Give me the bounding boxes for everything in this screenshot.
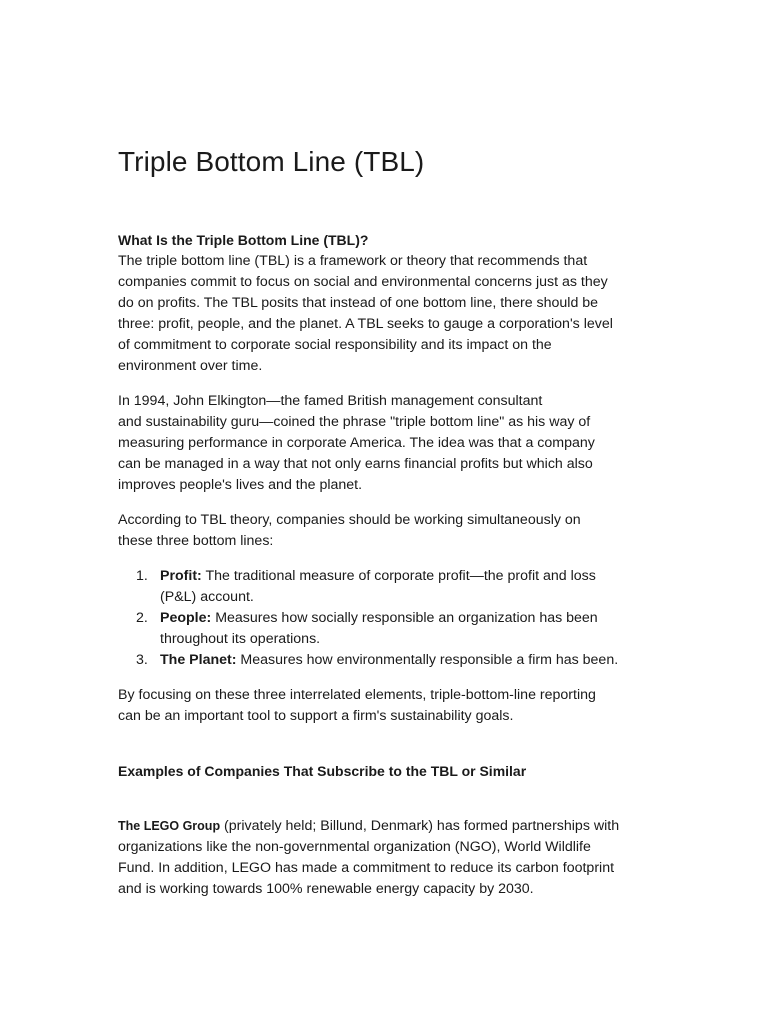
text-line: can be managed in a way that not only earns financial profits but which also bbox=[118, 456, 593, 472]
text-line: and is working towards 100% renewable energy capacity by 2030. bbox=[118, 881, 534, 897]
list-number: 2. bbox=[136, 610, 148, 626]
text-line: do on profits. The TBL posits that instead of one bottom line, there should be bbox=[118, 295, 599, 311]
list-number: 1. bbox=[136, 568, 148, 584]
paragraph-conclusion bbox=[118, 685, 658, 727]
paragraph-history bbox=[118, 391, 658, 496]
list-item-profit bbox=[118, 566, 658, 608]
list-number: 3. bbox=[136, 652, 148, 668]
paragraph-lego bbox=[118, 816, 658, 900]
text-line: The traditional measure of corporate profit—the profit and loss bbox=[201, 568, 596, 584]
text-line: three: profit, people, and the planet. A TBL seeks to gauge a corporation's level bbox=[118, 316, 613, 332]
text-line: companies commit to focus on social and environmental concerns just as they bbox=[118, 274, 608, 290]
section-heading-what-is: What Is the Triple Bottom Line (TBL)? bbox=[118, 232, 369, 248]
text-line: improves people's lives and the planet. bbox=[118, 477, 363, 493]
section-heading-examples: Examples of Companies That Subscribe to the TBL or Similar bbox=[118, 763, 527, 779]
paragraph-theory-intro bbox=[118, 510, 658, 552]
text-line: (privately held; Billund, Denmark) has formed partnerships with bbox=[220, 818, 620, 834]
text-line: environment over time. bbox=[118, 358, 263, 374]
text-line: In 1994, John Elkington—the famed British management consultant bbox=[118, 393, 543, 409]
list-item-people bbox=[118, 608, 658, 650]
document-title: Triple Bottom Line (TBL) bbox=[118, 146, 425, 177]
text-line: can be an important tool to support a firm's sustainability goals. bbox=[118, 708, 514, 724]
company-name: The LEGO Group bbox=[118, 819, 221, 833]
list-item-lead: The Planet: bbox=[160, 652, 237, 668]
list-item-lead: Profit: bbox=[160, 568, 202, 584]
text-line: Measures how socially responsible an organization has been bbox=[211, 610, 598, 626]
text-line: The triple bottom line (TBL) is a framework or theory that recommends that bbox=[118, 253, 588, 269]
text-line: of commitment to corporate social responsibility and its impact on the bbox=[118, 337, 552, 353]
paragraph-definition bbox=[118, 251, 658, 377]
document-body bbox=[118, 230, 658, 900]
text-line: and sustainability guru—coined the phrase "triple bottom line" as his way of bbox=[118, 414, 591, 430]
text-line: organizations like the non-governmental organization (NGO), World Wildlife bbox=[118, 839, 591, 855]
text-line: Fund. In addition, LEGO has made a commitment to reduce its carbon footprint bbox=[118, 860, 615, 876]
text-line: (P&L) account. bbox=[160, 589, 254, 605]
text-line: measuring performance in corporate America. The idea was that a company bbox=[118, 435, 595, 451]
bottom-lines-list bbox=[118, 566, 658, 671]
text-line: By focusing on these three interrelated elements, triple-bottom-line reporting bbox=[118, 687, 596, 703]
list-item-lead: People: bbox=[160, 610, 212, 626]
text-line: Measures how environmentally responsible a firm has been. bbox=[236, 652, 619, 668]
text-line: throughout its operations. bbox=[160, 631, 321, 647]
text-line: these three bottom lines: bbox=[118, 533, 274, 549]
text-line: According to TBL theory, companies should be working simultaneously on bbox=[118, 512, 581, 528]
list-item-planet bbox=[118, 650, 658, 671]
